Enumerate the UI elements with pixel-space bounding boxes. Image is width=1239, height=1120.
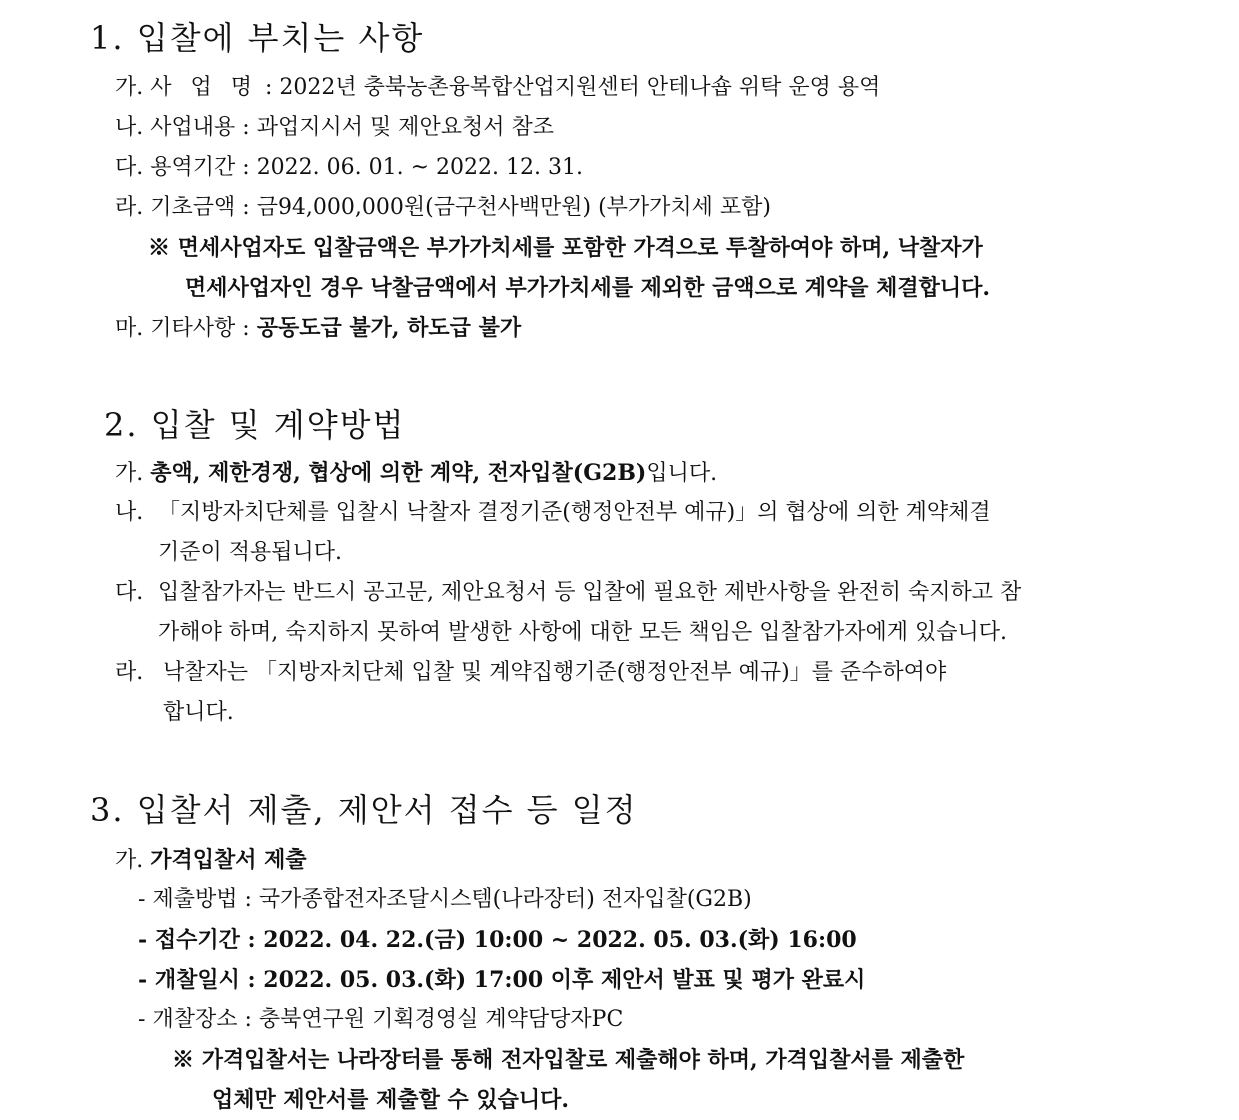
item-bold: 총액, 제한경쟁, 협상에 의한 계약, 전자입찰(G2B) [150, 460, 647, 486]
section-3-title: 3. 입찰서 제출, 제안서 접수 등 일정 [90, 791, 638, 829]
item-2a [115, 458, 717, 489]
note-1-line2: 면세사업자인 경우 낙찰금액에서 부가가치세를 제외한 금액으로 계약을 체결합니다. [185, 275, 991, 301]
item-marker: 마. [115, 316, 144, 341]
row-receipt-period [138, 925, 857, 955]
item-1b [115, 113, 554, 143]
item-2d-line2: 합니다. [163, 700, 234, 725]
item-marker: 다. [115, 155, 144, 180]
item-rest: 입니다. [646, 461, 718, 486]
row-label: 개찰일시 [154, 967, 240, 993]
item-value: 2022년 충북농촌융복합산업지원센터 안테나숍 위탁 운영 용역 [279, 75, 881, 100]
item-2b-line2: 기준이 적용됩니다. [158, 540, 343, 565]
row-sep: : [244, 887, 252, 912]
item-value: 금94,000,000원(금구천사백만원) (부가가치세 포함) [256, 195, 772, 220]
item-marker: 가. [115, 848, 144, 873]
row-dash: - [138, 967, 148, 993]
row-submit-method [138, 885, 752, 915]
note-text: 면세사업자도 입찰금액은 부가가치세를 포함한 가격으로 투찰하여야 하며, 낙찰자가 [177, 235, 983, 261]
item-sep: : [242, 316, 250, 341]
item-sep: : [242, 155, 250, 180]
row-value: 국가종합전자조달시스템(나라장터) 전자입찰(G2B) [258, 887, 752, 912]
row-sep: : [247, 967, 256, 993]
item-2c-line2: 가해야 하며, 숙지하지 못하여 발생한 사항에 대한 모든 책임은 입찰참가자에게 있습니다. [158, 620, 1007, 645]
row-label: 접수기간 [154, 927, 240, 953]
item-value: 공동도급 불가, 하도급 불가 [256, 315, 522, 341]
item-1a [115, 73, 880, 103]
row-label: 개찰장소 [152, 1007, 238, 1032]
row-sep: : [247, 927, 256, 953]
row-label: 제출방법 [152, 887, 238, 912]
item-marker: 나. [115, 115, 144, 140]
note-mark: ※ [172, 1047, 195, 1073]
note-3-line2: 업체만 제안서를 제출할 수 있습니다. [212, 1087, 570, 1113]
item-2d-line1: 낙찰자는 「지방자치단체 입찰 및 계약집행기준(행정안전부 예규)」를 준수하여야 [163, 660, 947, 685]
section-1-title: 1. 입찰에 부치는 사항 [90, 19, 425, 57]
row-opening-place [138, 1005, 623, 1035]
item-marker: 가. [115, 461, 144, 486]
item-sep: : [242, 195, 250, 220]
item-1c [115, 153, 583, 183]
item-2d-marker: 라. [115, 660, 144, 685]
item-1e [115, 313, 521, 344]
row-dash: - [138, 927, 148, 953]
row-dash: - [138, 887, 146, 912]
item-2c-line1: 입찰참가자는 반드시 공고문, 제안요청서 등 입찰에 필요한 제반사항을 완전히 숙지하고 참 [158, 580, 1022, 605]
item-sep: : [242, 115, 250, 140]
row-value: 2022. 05. 03.(화) 17:00 이후 제안서 발표 및 평가 완료시 [263, 967, 866, 993]
row-opening-datetime [138, 965, 865, 995]
item-label: 용역기간 [150, 155, 236, 180]
item-marker: 가. [115, 75, 144, 100]
section-2-title: 2. 입찰 및 계약방법 [104, 406, 406, 444]
item-2b-marker: 나. [115, 500, 144, 525]
item-2b-line1: 「지방자치단체를 입찰시 낙찰자 결정기준(행정안전부 예규)」의 협상에 의한 계약체결 [158, 500, 991, 525]
row-sep: : [244, 1007, 252, 1032]
row-value: 2022. 04. 22.(금) 10:00 ~ 2022. 05. 03.(화) 16:00 [263, 927, 857, 953]
item-label: 기타사항 [150, 316, 236, 341]
note-mark: ※ [148, 235, 171, 261]
item-label: 기초금액 [150, 195, 236, 220]
note-1-line1 [148, 233, 983, 263]
item-marker: 라. [115, 195, 144, 220]
item-2c-marker: 다. [115, 580, 144, 605]
item-value: 2022. 06. 01. ~ 2022. 12. 31. [256, 155, 583, 180]
item-3a [115, 845, 307, 876]
note-text: 가격입찰서는 나라장터를 통해 전자입찰로 제출해야 하며, 가격입찰서를 제출한 [201, 1047, 965, 1073]
row-value: 충북연구원 기획경영실 계약담당자PC [258, 1007, 624, 1032]
item-sep: : [265, 75, 273, 100]
item-label: 가격입찰서 제출 [150, 847, 307, 873]
row-dash: - [138, 1007, 146, 1032]
item-1d [115, 193, 771, 223]
item-value: 과업지시서 및 제안요청서 참조 [256, 115, 554, 140]
item-label: 사 업 명 [150, 75, 258, 100]
item-label: 사업내용 [150, 115, 236, 140]
note-3-line1 [172, 1045, 964, 1075]
